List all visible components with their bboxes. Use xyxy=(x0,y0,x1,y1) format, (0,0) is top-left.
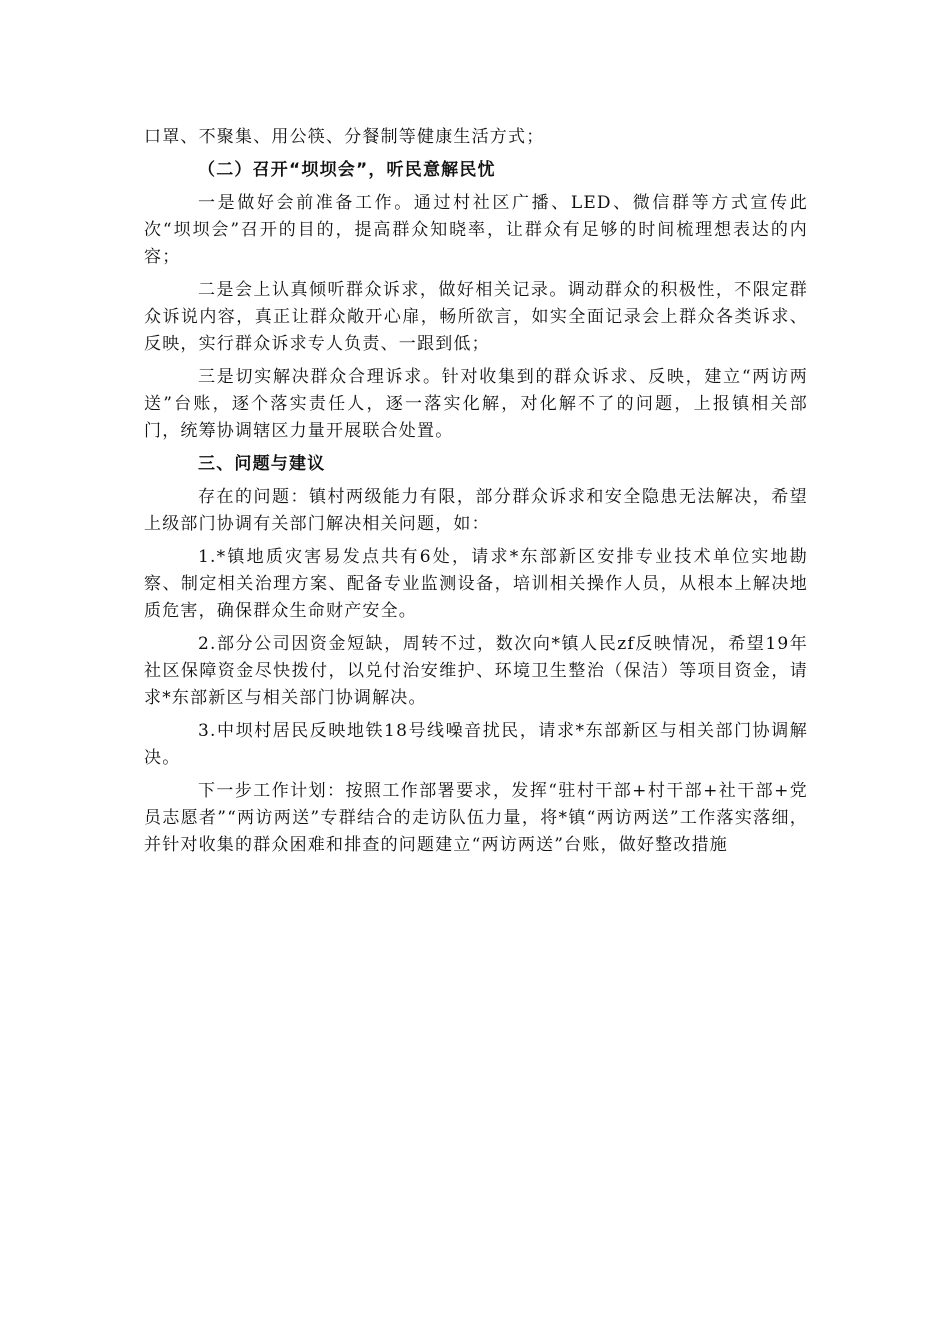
paragraph-preparation: 一是做好会前准备工作。通过村社区广播、LED、微信群等方式宣传此次“坝坝会”召开的目的，提高群众知晓率，让群众有足够的时间梳理想表达的内容； xyxy=(144,193,808,267)
paragraph-listening: 二是会上认真倾听群众诉求，做好相关记录。调动群众的积极性，不限定群众诉说内容，真正让群众敞开心扉，畅所欲言，如实全面记录会上群众各类诉求、反映，实行群众诉求专人负责、一跟到低； xyxy=(144,280,808,354)
section-heading-meeting: （二）召开“坝坝会”，听民意解民忧 xyxy=(198,160,496,180)
list-item-subway-noise: 3.中坝村居民反映地铁18号线噪音扰民，请求*东部新区与相关部门协调解决。 xyxy=(144,721,808,768)
paragraph-resolving: 三是切实解决群众合理诉求。针对收集到的群众诉求、反映，建立“两访两送”台账，逐个落实责任人，逐一落实化解，对化解不了的问题，上报镇相关部门，统筹协调辖区力量开展联合处置。 xyxy=(144,367,808,441)
list-item-funding: 2.部分公司因资金短缺，周转不过，数次向*镇人民zf反映情况，希望19年社区保障资金尽快拨付，以兑付治安维护、环境卫生整治（保洁）等项目资金，请求*东部新区与相关部门协调解决。 xyxy=(144,634,808,708)
paragraph-next-steps: 下一步工作计划：按照工作部署要求，发挥“驻村干部+村干部+社干部+党员志愿者”“两访两送”专群结合的走访队伍力量，将*镇“两访两送”工作落实落细，并针对收集的群众困难和排查的问题建立“两访两送”台账，做好整改措施 xyxy=(144,781,808,855)
paragraph-existing-problems: 存在的问题：镇村两级能力有限，部分群众诉求和安全隐患无法解决，希望上级部门协调有关部门解决相关问题，如： xyxy=(144,487,808,534)
document-body xyxy=(144,124,808,865)
list-item-geologic-hazard: 1.*镇地质灾害易发点共有6处，请求*东部新区安排专业技术单位实地勘察、制定相关治理方案、配备专业监测设备，培训相关操作人员，从根本上解决地质危害，确保群众生命财产安全。 xyxy=(144,547,808,621)
section-heading-problems: 三、问题与建议 xyxy=(198,454,326,474)
paragraph-health-habits: 口罩、不聚集、用公筷、分餐制等健康生活方式； xyxy=(144,127,545,147)
